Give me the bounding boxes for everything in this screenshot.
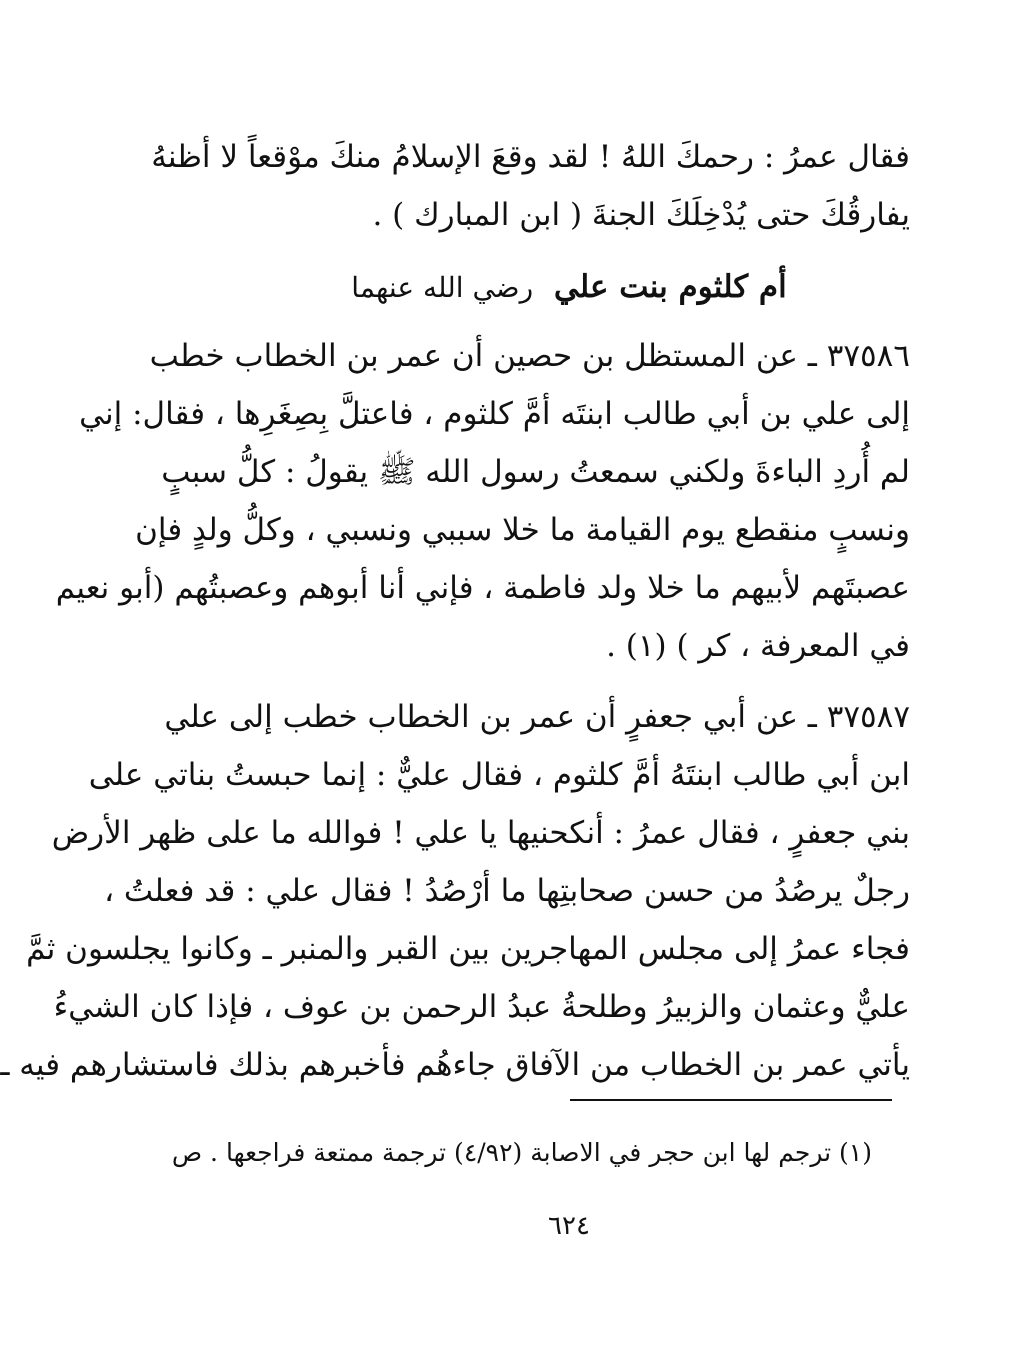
text-line: ابن أبي طالب ابنتَهُ أمَّ كلثوم ، فقال عليٌّ : إنما حبستُ بناتي على <box>88 757 910 793</box>
text-line: يأتي عمر بن الخطاب من الآفاق جاءهُم فأخبرهم بذلك فاستشارهم فيه ـ <box>0 1047 910 1083</box>
text-line: ونسبٍ منقطع يوم القيامة ما خلا سببي ونسبي ، وكلُّ ولدٍ فإن <box>135 512 910 548</box>
footnote: (١) ترجم لها ابن حجر في الاصابة (٤/٩٢) ترجمة ممتعة فراجعها . ص <box>171 1138 872 1167</box>
paragraph-continuation <box>151 128 910 244</box>
heading-honorific: رضي الله عنهما <box>351 271 534 304</box>
text-line: عصبتَهم لأبيهم ما خلا ولد فاطمة ، فإني أنا أبوهم وعصبتُهم (أبو نعيم <box>55 570 910 606</box>
text-line: فجاء عمرُ إلى مجلس المهاجرين بين القبر والمنبر ـ وكانوا يجلسون ثمَّ <box>26 931 910 967</box>
page-number: ٦٢٤ <box>548 1211 590 1241</box>
text-line: ٣٧٥٨٧ ـ عن أبي جعفرٍ أن عمر بن الخطاب خطب إلى علي <box>164 699 910 735</box>
heading-title: أم كلثوم بنت علي <box>553 269 787 305</box>
text-line: عليٌّ وعثمان والزبيرُ وطلحةُ عبدُ الرحمن بن عوف ، فإذا كان الشيءُ <box>53 989 910 1025</box>
text-line: يفارقُكَ حتى يُدْخِلَكَ الجنةَ ( ابن المبارك ) . <box>372 197 910 233</box>
hadith-37587 <box>0 688 910 1094</box>
hadith-37586 <box>55 327 910 675</box>
text-line: ٣٧٥٨٦ ـ عن المستظل بن حصين أن عمر بن الخطاب خطب <box>149 338 910 374</box>
text-line: في المعرفة ، كر ) (١) . <box>606 628 910 664</box>
text-line: بني جعفرٍ ، فقال عمرُ : أنكحنيها يا علي ! فوالله ما على ظهر الأرض <box>51 815 910 851</box>
text-line: إلى علي بن أبي طالب ابنتَه أمَّ كلثوم ، فاعتلَّ بِصِغَرِها ، فقال: إني <box>79 396 910 432</box>
text-line: لم أُردِ الباءةَ ولكني سمعتُ رسول الله ﷺ يقولُ : كلُّ سببٍ <box>161 454 910 490</box>
section-heading <box>102 262 1036 313</box>
text-line: رجلٌ يرصُدُ من حسن صحابتِها ما أرْصُدُ ! فقال علي : قد فعلتُ ، <box>104 873 910 909</box>
footnote-divider <box>570 1099 892 1101</box>
text-line: فقال عمرُ : رحمكَ اللهُ ! لقد وقعَ الإسلامُ منكَ موْقعاً لا أظنهُ <box>151 139 910 175</box>
